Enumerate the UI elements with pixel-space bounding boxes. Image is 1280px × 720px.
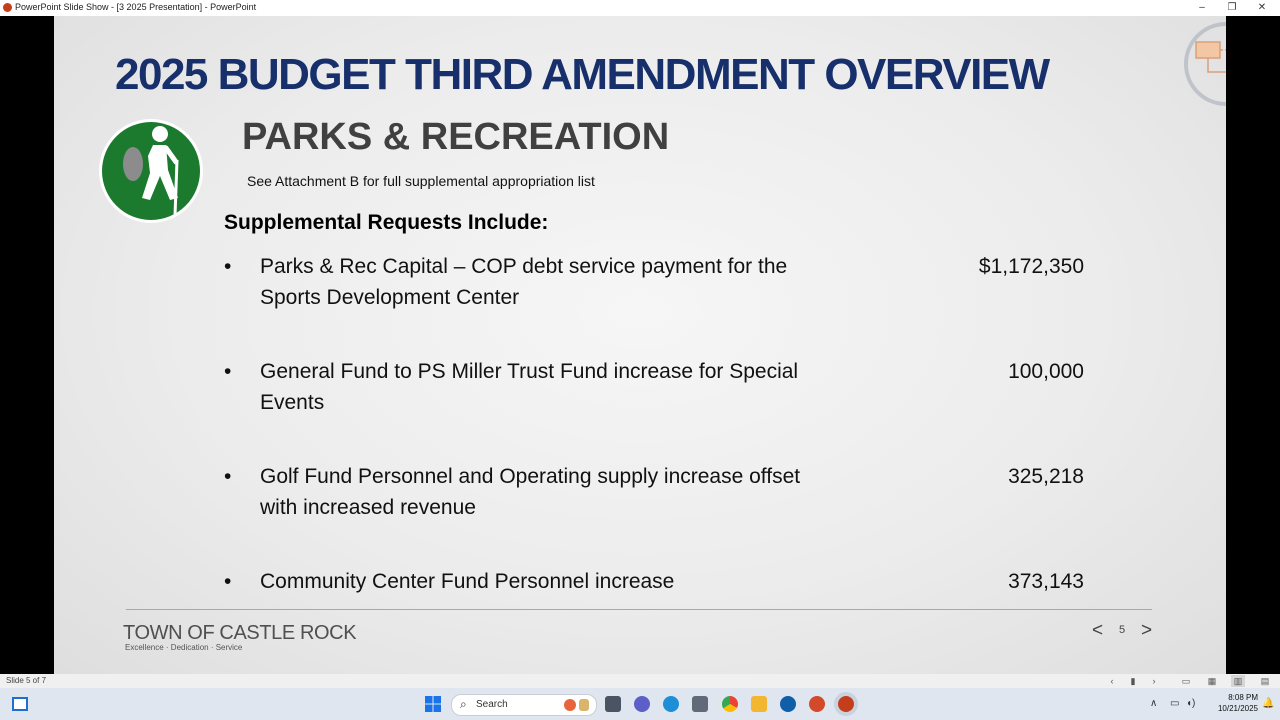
window-titlebar <box>0 0 1280 16</box>
outlook-icon[interactable] <box>780 696 796 712</box>
presenter-view-icon <box>1182 20 1226 108</box>
file-manager-icon[interactable] <box>605 696 621 712</box>
attachment-note: See Attachment B for full supplemental appropriation list <box>247 173 595 189</box>
reading-view-icon[interactable]: ▥ <box>1231 675 1245 687</box>
request-amount: 373,143 <box>1008 570 1084 593</box>
powerpoint-taskbar-icon[interactable] <box>838 696 854 712</box>
bullet: • <box>224 570 232 593</box>
request-text-line2: Sports Development Center <box>260 286 520 309</box>
slideshow-icon[interactable]: ▤ <box>1260 676 1270 686</box>
request-text-line1: Community Center Fund Personnel increase <box>260 570 675 593</box>
request-text-line1: Parks & Rec Capital – COP debt service payment for the <box>260 255 788 278</box>
taskbar-search[interactable] <box>451 694 597 716</box>
previous-icon[interactable]: ‹ <box>1110 676 1114 686</box>
request-amount: $1,172,350 <box>978 255 1084 278</box>
search-highlight-icon <box>579 699 589 711</box>
normal-view-icon[interactable]: ▭ <box>1181 676 1191 686</box>
slide-sorter-icon[interactable]: ▦ <box>1207 676 1217 686</box>
powerpoint-icon <box>3 3 12 12</box>
window-title: PowerPoint Slide Show - [3 2025 Presentation] - PowerPoint <box>15 2 257 12</box>
request-amount: 325,218 <box>1008 465 1084 488</box>
slide-number: 5 <box>1119 624 1126 636</box>
search-icon: ⌕ <box>460 697 467 711</box>
clock-date: 10/21/2025 <box>1217 704 1258 713</box>
network-icon[interactable]: ▭ <box>1170 698 1180 709</box>
request-text-line2: with increased revenue <box>260 496 476 519</box>
chrome-icon[interactable] <box>722 696 738 712</box>
slide-menu-icon[interactable]: ▮ <box>1130 676 1136 686</box>
app-icon[interactable] <box>809 696 825 712</box>
volume-icon[interactable]: ◖) <box>1186 698 1196 709</box>
requests-heading: Supplemental Requests Include: <box>224 211 549 234</box>
department-title: PARKS & RECREATION <box>242 116 670 158</box>
request-text-line2: Events <box>260 391 325 414</box>
taskbar-clock[interactable] <box>1200 692 1258 714</box>
hiker-icon <box>98 118 204 224</box>
minimize-button[interactable]: – <box>1199 2 1205 13</box>
previous-slide-button[interactable]: < <box>1092 620 1104 641</box>
folder-icon[interactable] <box>751 696 767 712</box>
store-icon[interactable] <box>692 696 708 712</box>
request-text-line1: Golf Fund Personnel and Operating supply increase offset <box>260 465 801 488</box>
bullet: • <box>224 360 232 383</box>
search-placeholder: Search <box>476 699 508 710</box>
tray-overflow-icon[interactable]: ∧ <box>1150 698 1158 709</box>
town-tagline: Excellence · Dedication · Service <box>125 643 243 652</box>
task-view-icon[interactable] <box>12 697 28 711</box>
status-bar <box>0 674 1280 688</box>
next-icon[interactable]: › <box>1152 676 1156 686</box>
restore-button[interactable]: ❐ <box>1227 2 1237 13</box>
edge-icon[interactable] <box>663 696 679 712</box>
slide-canvas[interactable] <box>54 16 1226 674</box>
request-amount: 100,000 <box>1008 360 1084 383</box>
slide-counter: Slide 5 of 7 <box>6 676 47 685</box>
windows-start-icon[interactable] <box>425 696 441 712</box>
teams-icon[interactable] <box>634 696 650 712</box>
footer-divider <box>126 609 1152 610</box>
request-text-line1: General Fund to PS Miller Trust Fund increase for Special <box>260 360 799 383</box>
search-highlight-icon <box>564 699 576 711</box>
bullet: • <box>224 465 232 488</box>
clock-time: 8:08 PM <box>1228 693 1258 702</box>
close-button[interactable]: ✕ <box>1257 2 1267 13</box>
town-name: TOWN OF CASTLE ROCK <box>123 622 357 644</box>
next-slide-button[interactable]: > <box>1141 620 1153 641</box>
notification-icon[interactable]: 🔔 <box>1262 698 1275 709</box>
bullet: • <box>224 255 232 278</box>
slide-title: 2025 BUDGET THIRD AMENDMENT OVERVIEW <box>115 50 1049 99</box>
